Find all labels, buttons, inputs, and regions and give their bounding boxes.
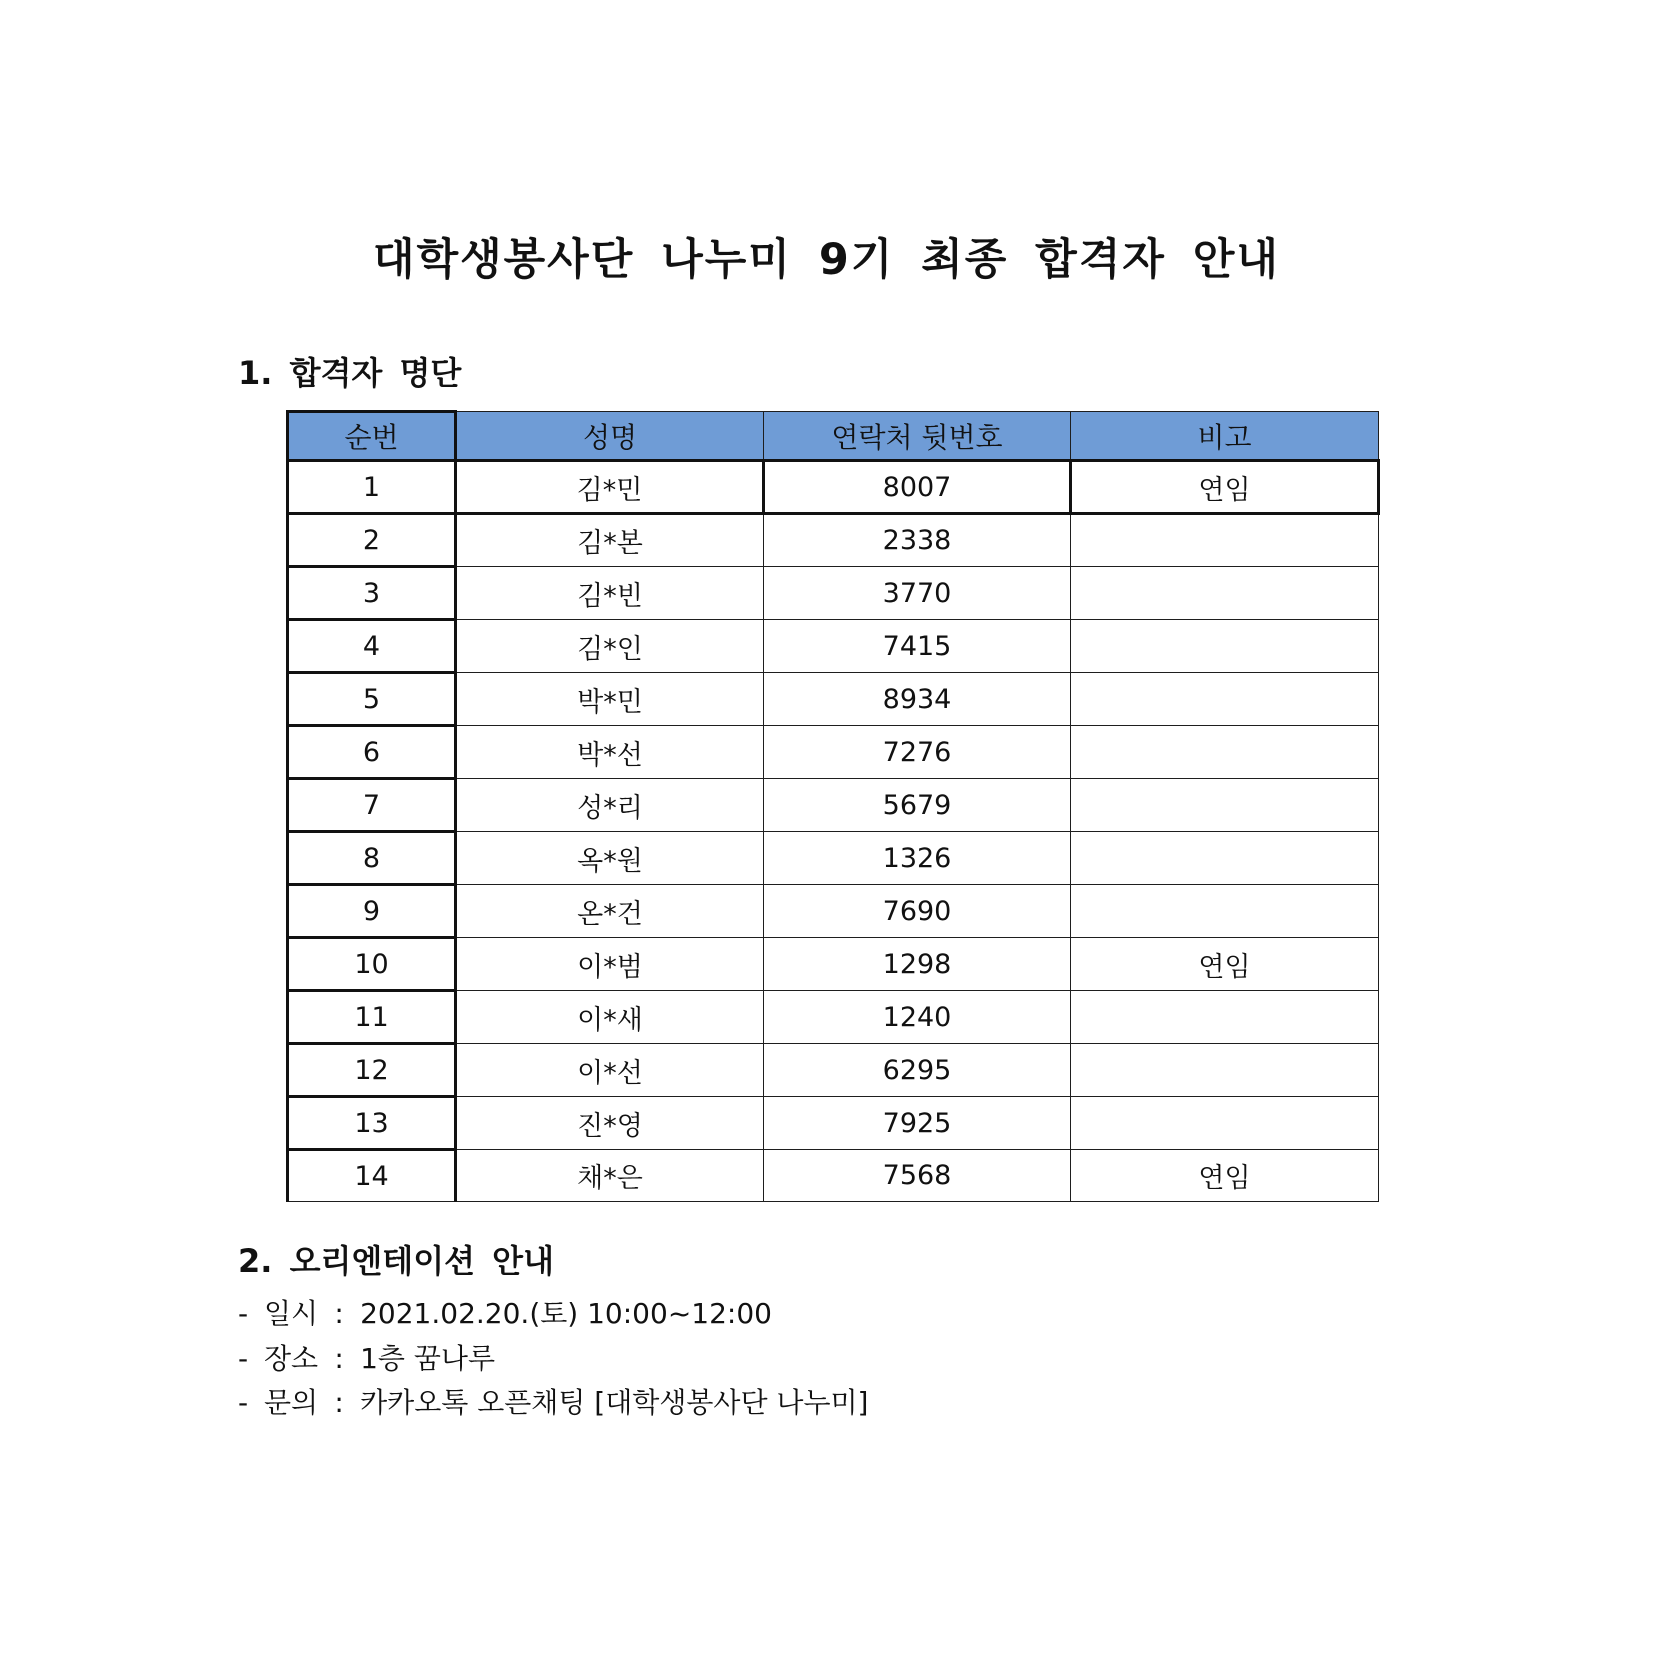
phone-cell: 7925 — [764, 1097, 1071, 1150]
orientation-section-heading: 2. 오리엔테이션 안내 — [238, 1242, 554, 1280]
table-row — [288, 1097, 1379, 1150]
roster-body — [288, 461, 1379, 1202]
note-cell: 연임 — [1071, 938, 1379, 991]
table-row — [288, 620, 1379, 673]
phone-cell: 7276 — [764, 726, 1071, 779]
info-value: 1층 꿈나루 — [360, 1341, 496, 1375]
column-header-note: 비고 — [1071, 412, 1379, 461]
phone-cell: 3770 — [764, 567, 1071, 620]
phone-cell: 2338 — [764, 514, 1071, 567]
name-cell: 김*본 — [456, 514, 764, 567]
seq-cell: 10 — [288, 938, 456, 991]
phone-cell: 1326 — [764, 832, 1071, 885]
seq-cell: 2 — [288, 514, 456, 567]
note-cell — [1071, 567, 1379, 620]
note-cell — [1071, 779, 1379, 832]
phone-cell: 7690 — [764, 885, 1071, 938]
phone-cell: 7415 — [764, 620, 1071, 673]
column-header-phone: 연락처 뒷번호 — [764, 412, 1071, 461]
info-item-location: - 장소 : 1층 꿈나루 — [238, 1337, 868, 1382]
table-row — [288, 779, 1379, 832]
column-header-name: 성명 — [456, 412, 764, 461]
info-item-contact: - 문의 : 카카오톡 오픈채팅 [대학생봉사단 나누미] — [238, 1381, 868, 1426]
seq-cell: 5 — [288, 673, 456, 726]
orientation-info-list — [238, 1292, 868, 1426]
table-row — [288, 991, 1379, 1044]
info-label: 문의 — [264, 1386, 319, 1419]
table-row — [288, 1044, 1379, 1097]
info-item-datetime: - 일시 : 2021.02.20.(토) 10:00~12:00 — [238, 1292, 868, 1337]
note-cell — [1071, 885, 1379, 938]
table-row — [288, 938, 1379, 991]
note-cell: 연임 — [1071, 1150, 1379, 1202]
info-label: 장소 — [264, 1341, 319, 1375]
table-row — [288, 726, 1379, 779]
name-cell: 김*인 — [456, 620, 764, 673]
name-cell: 성*리 — [456, 779, 764, 832]
name-cell: 박*민 — [456, 673, 764, 726]
phone-cell: 7568 — [764, 1150, 1071, 1202]
note-cell — [1071, 620, 1379, 673]
phone-cell: 1240 — [764, 991, 1071, 1044]
seq-cell: 12 — [288, 1044, 456, 1097]
info-label: 일시 — [264, 1297, 319, 1330]
name-cell: 이*선 — [456, 1044, 764, 1097]
document-title: 대학생봉사단 나누미 9기 최종 합격자 안내 — [373, 235, 1280, 285]
note-cell — [1071, 1097, 1379, 1150]
phone-cell: 6295 — [764, 1044, 1071, 1097]
note-cell: 연임 — [1071, 461, 1379, 514]
seq-cell: 4 — [288, 620, 456, 673]
name-cell: 채*은 — [456, 1150, 764, 1202]
note-cell — [1071, 1044, 1379, 1097]
phone-cell: 5679 — [764, 779, 1071, 832]
note-cell — [1071, 514, 1379, 567]
seq-cell: 7 — [288, 779, 456, 832]
name-cell: 진*영 — [456, 1097, 764, 1150]
note-cell — [1071, 832, 1379, 885]
info-value: 카카오톡 오픈채팅 [대학생봉사단 나누미] — [360, 1386, 869, 1419]
table-row — [288, 885, 1379, 938]
name-cell: 옥*원 — [456, 832, 764, 885]
seq-cell: 9 — [288, 885, 456, 938]
note-cell — [1071, 673, 1379, 726]
phone-cell: 8934 — [764, 673, 1071, 726]
name-cell: 박*선 — [456, 726, 764, 779]
name-cell: 이*범 — [456, 938, 764, 991]
name-cell: 김*빈 — [456, 567, 764, 620]
seq-cell: 6 — [288, 726, 456, 779]
roster-table — [286, 410, 1380, 1202]
table-row — [288, 673, 1379, 726]
seq-cell: 13 — [288, 1097, 456, 1150]
phone-cell: 1298 — [764, 938, 1071, 991]
seq-cell: 14 — [288, 1150, 456, 1202]
name-cell: 이*새 — [456, 991, 764, 1044]
note-cell — [1071, 726, 1379, 779]
roster-header-row — [288, 412, 1379, 461]
name-cell: 온*건 — [456, 885, 764, 938]
table-row — [288, 514, 1379, 567]
phone-cell: 8007 — [764, 461, 1071, 514]
column-header-seq: 순번 — [288, 412, 456, 461]
table-row — [288, 832, 1379, 885]
seq-cell: 11 — [288, 991, 456, 1044]
table-row — [288, 461, 1379, 514]
note-cell — [1071, 991, 1379, 1044]
seq-cell: 1 — [288, 461, 456, 514]
table-row — [288, 567, 1379, 620]
roster-section-heading: 1. 합격자 명단 — [238, 354, 462, 392]
seq-cell: 3 — [288, 567, 456, 620]
info-value: 2021.02.20.(토) 10:00~12:00 — [360, 1297, 772, 1330]
table-row — [288, 1150, 1379, 1202]
name-cell: 김*민 — [456, 461, 764, 514]
seq-cell: 8 — [288, 832, 456, 885]
